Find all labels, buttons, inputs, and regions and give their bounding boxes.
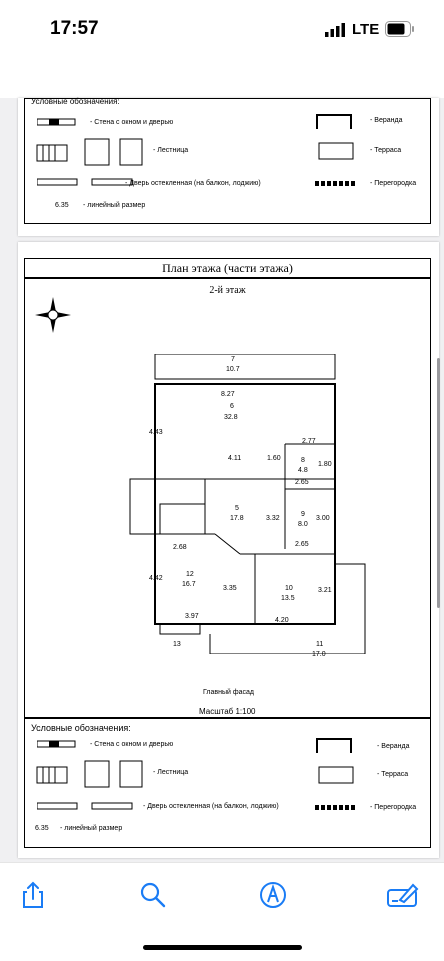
dim-label: 1.60 bbox=[267, 455, 281, 462]
legend-dim-label-2: - линейный размер bbox=[60, 825, 123, 832]
plan-title-box bbox=[24, 258, 431, 278]
stairs-symbol bbox=[35, 759, 145, 789]
dim-label: 2.77 bbox=[302, 438, 316, 445]
room-9-number: 9 bbox=[301, 511, 305, 518]
nav-bar bbox=[0, 58, 444, 98]
room-6-number: 6 bbox=[230, 403, 234, 410]
room-5-number: 5 bbox=[235, 505, 239, 512]
terrace-symbol bbox=[317, 139, 357, 163]
dim-label: 3.21 bbox=[318, 587, 332, 594]
room-11-number: 11 bbox=[316, 641, 324, 648]
partition-symbol bbox=[315, 805, 355, 810]
legend-partition-2: - Перегородка bbox=[370, 804, 417, 811]
legend-stairs-2: - Лестница bbox=[153, 769, 189, 776]
plan-frame bbox=[24, 278, 431, 718]
dim-label: 1.80 bbox=[318, 461, 332, 468]
legend-frame-bottom bbox=[24, 718, 431, 848]
legend-dim-value: 6.35 bbox=[55, 202, 69, 209]
legend-veranda-2: - Веранда bbox=[377, 743, 410, 750]
status-time: 17:57 bbox=[50, 18, 99, 39]
legend-dim-value-2: 6.35 bbox=[35, 825, 49, 832]
veranda-symbol bbox=[315, 733, 355, 757]
room-12-area: 16.7 bbox=[182, 581, 196, 588]
legend-stairs: - Лестница bbox=[153, 147, 189, 154]
legend-terrace: - Терраса bbox=[370, 147, 402, 154]
legend-frame-top bbox=[24, 98, 431, 224]
room-10-number: 10 bbox=[285, 585, 293, 592]
stairs-symbol bbox=[35, 137, 145, 167]
room-10-area: 13.5 bbox=[281, 595, 295, 602]
room-12-number: 12 bbox=[186, 571, 194, 578]
room-8-number: 8 bbox=[301, 457, 305, 464]
dim-label: 8.27 bbox=[221, 391, 235, 398]
legend-dim-label: - линейный размер bbox=[83, 202, 146, 209]
legend-terrace-2: - Терраса bbox=[377, 771, 409, 778]
search-icon[interactable] bbox=[138, 880, 168, 910]
door-symbol bbox=[37, 177, 137, 187]
scrollbar[interactable] bbox=[437, 358, 440, 608]
door-symbol bbox=[37, 801, 137, 811]
plan-title: План этажа (части этажа) bbox=[162, 261, 293, 275]
pdf-page-2 bbox=[18, 242, 439, 858]
compass-icon bbox=[33, 295, 73, 335]
room-7-area: 10.7 bbox=[226, 366, 240, 373]
room-6-area: 32.8 bbox=[224, 414, 238, 421]
dim-label: 2.65 bbox=[295, 541, 309, 548]
dim-label: 3.32 bbox=[266, 515, 280, 522]
dim-label: 2.68 bbox=[173, 544, 187, 551]
dim-label: 3.00 bbox=[316, 515, 330, 522]
legend-wall-2: - Стена с окном и дверью bbox=[90, 741, 174, 748]
room-5-area: 17.8 bbox=[230, 515, 244, 522]
dim-label: 4.11 bbox=[228, 455, 242, 462]
dim-label: 3.97 bbox=[185, 613, 199, 620]
dim-label: 4.42 bbox=[149, 575, 163, 582]
battery-icon bbox=[385, 21, 415, 37]
legend-door-2: - Дверь остекленная (на балкон, лоджию) bbox=[143, 803, 279, 810]
room-9-area: 8.0 bbox=[298, 521, 308, 528]
floor-plan-drawing bbox=[115, 354, 375, 654]
network-label: LTE bbox=[352, 21, 380, 38]
partition-symbol bbox=[315, 181, 355, 186]
scale-label: Масштаб 1:100 bbox=[199, 707, 256, 716]
legend-partition: - Перегородка bbox=[370, 180, 417, 187]
room-11-area: 17.0 bbox=[312, 651, 326, 658]
dim-label: 4.20 bbox=[275, 617, 289, 624]
pdf-page-1 bbox=[18, 98, 439, 236]
wall-symbol bbox=[37, 117, 77, 127]
legend-wall: - Стена с окном и дверью bbox=[90, 119, 174, 126]
pdf-viewer[interactable] bbox=[0, 98, 444, 862]
legend-door: - Дверь остекленная (на балкон, лоджию) bbox=[125, 180, 261, 187]
room-7-number: 7 bbox=[231, 356, 235, 363]
markup-icon[interactable] bbox=[258, 880, 288, 910]
veranda-symbol bbox=[315, 109, 355, 133]
edit-icon[interactable] bbox=[386, 880, 420, 910]
facade-label: Главный фасад bbox=[203, 689, 254, 696]
legend-heading: Условные обозначения: bbox=[31, 97, 120, 106]
home-indicator bbox=[143, 945, 302, 950]
dim-label: 3.35 bbox=[223, 585, 237, 592]
wall-symbol bbox=[37, 739, 77, 749]
signal-icon bbox=[325, 23, 347, 37]
room-13-number: 13 bbox=[173, 641, 181, 648]
share-icon[interactable] bbox=[18, 880, 48, 910]
terrace-symbol bbox=[317, 763, 357, 787]
room-8-area: 4.8 bbox=[298, 467, 308, 474]
status-bar bbox=[0, 0, 444, 58]
legend-veranda: - Веранда bbox=[370, 117, 403, 124]
floor-label: 2-й этаж bbox=[209, 285, 246, 296]
dim-label: 2.65 bbox=[295, 479, 309, 486]
dim-label: 4.43 bbox=[149, 429, 163, 436]
legend-heading-2: Условные обозначения: bbox=[31, 723, 131, 733]
